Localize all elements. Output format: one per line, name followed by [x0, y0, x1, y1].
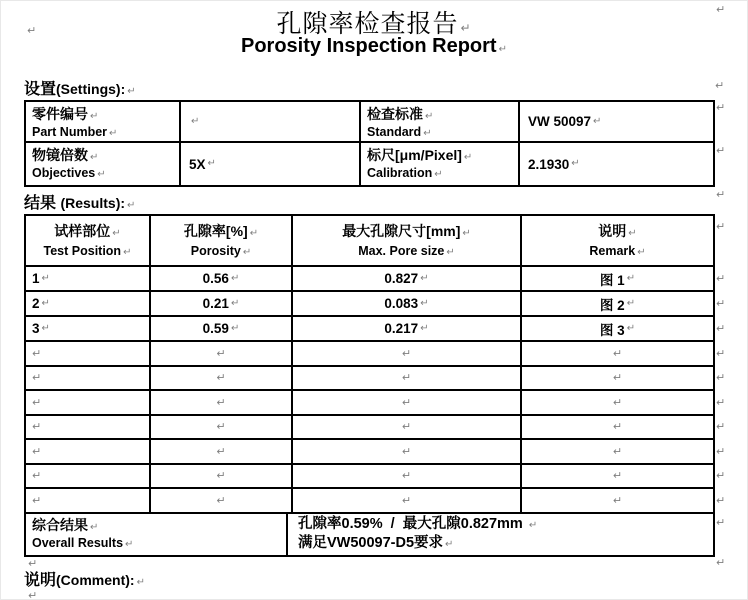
comment-heading-en: (Comment): [56, 572, 135, 588]
header-test-position [26, 216, 151, 267]
empty-row-cell [26, 342, 151, 367]
paragraph-mark: ↵ [136, 577, 145, 588]
paragraph-mark: ↵ [28, 589, 38, 600]
overall-line2-text: 满足VW50097-D5要求 [298, 534, 444, 551]
calibration-value: 2.1930 [528, 156, 570, 172]
paragraph-mark: ↵ [716, 420, 726, 433]
standard-label-zh [367, 105, 518, 124]
row1-position: 1 [32, 271, 40, 286]
row1-position-cell [26, 267, 151, 292]
paragraph-mark: ↵ [446, 247, 455, 258]
overall-results-row [26, 514, 713, 555]
paragraph-mark: ↵ [716, 396, 726, 409]
objectives-label-zh [32, 146, 179, 165]
paragraph-mark: ↵ [445, 538, 454, 550]
part-number-value-cell [181, 102, 361, 143]
paragraph-mark: ↵ [462, 228, 471, 239]
paragraph-mark: ↵ [90, 521, 99, 533]
paragraph-mark: ↵ [97, 169, 106, 180]
row3-pore-size: 0.217 [384, 321, 419, 336]
paragraph-mark: ↵ [716, 188, 726, 201]
paragraph-mark: ↵ [41, 297, 50, 309]
paragraph-mark: ↵ [612, 469, 623, 483]
header-porosity-zh-text: 孔隙率[%] [183, 223, 248, 239]
objectives-label-en [32, 165, 179, 182]
empty-row-cell [522, 465, 713, 490]
paragraph-mark: ↵ [230, 272, 240, 284]
report-title-en [1, 35, 747, 58]
paragraph-mark: ↵ [32, 469, 42, 483]
standard-en-text: Standard [367, 125, 422, 139]
header-test-position-en [26, 243, 149, 260]
calibration-en-text: Calibration [367, 166, 433, 180]
paragraph-mark: ↵ [230, 297, 240, 309]
standard-label-cell [361, 102, 520, 143]
row3-remark: 图 3 [599, 322, 625, 338]
paragraph-mark: ↵ [420, 272, 429, 284]
paragraph-mark: ↵ [216, 469, 226, 483]
row3-position-cell [26, 317, 151, 342]
paragraph-mark: ↵ [401, 395, 412, 409]
paragraph-mark: ↵ [716, 144, 726, 157]
paragraph-mark: ↵ [612, 395, 623, 409]
paragraph-mark: ↵ [612, 493, 623, 507]
header-remark-en [522, 243, 713, 260]
paragraph-mark: ↵ [112, 228, 121, 239]
header-pore-size [293, 216, 522, 267]
paragraph-mark: ↵ [216, 420, 226, 434]
paragraph-mark: ↵ [716, 469, 726, 482]
paragraph-mark: ↵ [32, 444, 42, 458]
objectives-value: 5X [189, 156, 206, 172]
results-section-heading [24, 190, 135, 213]
row2-pore-size: 0.083 [384, 296, 419, 311]
paragraph-mark: ↵ [528, 519, 538, 531]
objectives-value-cell [181, 143, 361, 185]
row1-remark-cell [522, 267, 713, 292]
paragraph-mark: ↵ [127, 86, 136, 97]
paragraph-mark: ↵ [626, 297, 636, 309]
comment-heading-zh: 说明 [24, 572, 57, 589]
report-title-en-text: Porosity Inspection Report [241, 35, 497, 57]
paragraph-mark: ↵ [626, 272, 636, 284]
empty-row-cell [522, 391, 713, 416]
header-remark-en-text: Remark [589, 244, 636, 258]
paragraph-mark: ↵ [216, 395, 226, 409]
empty-row-cell [522, 440, 713, 465]
row3-remark-cell [522, 317, 713, 342]
empty-row-cell [151, 416, 293, 441]
paragraph-mark: ↵ [216, 371, 226, 385]
standard-zh-text: 检查标准 [367, 106, 423, 122]
overall-results-line2 [298, 534, 713, 553]
paragraph-mark: ↵ [716, 516, 726, 529]
objectives-en-text: Objectives [32, 166, 96, 180]
paragraph-mark: ↵ [637, 247, 646, 258]
settings-heading-en: (Settings): [56, 81, 126, 97]
paragraph-mark: ↵ [32, 493, 42, 507]
paragraph-mark: ↵ [423, 128, 432, 139]
overall-results-label-en [32, 535, 286, 552]
paragraph-mark: ↵ [401, 493, 412, 507]
report-title-zh-text: 孔隙率检查报告 [276, 9, 459, 38]
paragraph-mark: ↵ [628, 228, 637, 239]
row2-porosity: 0.21 [202, 296, 229, 311]
part-number-label-zh [32, 105, 179, 124]
empty-row-cell [522, 416, 713, 441]
overall-line1-text: 孔隙率0.59% / 最大孔隙0.827mm [298, 515, 527, 532]
paragraph-mark: ↵ [612, 346, 623, 360]
paragraph-mark: ↵ [716, 3, 726, 16]
calibration-value-cell [520, 143, 713, 185]
paragraph-mark: ↵ [716, 556, 726, 569]
part-number-label-cell [26, 102, 181, 143]
empty-row-cell [293, 391, 522, 416]
row3-porosity-cell [151, 317, 293, 342]
paragraph-mark: ↵ [41, 322, 50, 334]
header-porosity-zh [151, 219, 291, 243]
settings-section-heading [24, 76, 136, 99]
calibration-zh-text: 标尺[μm/Pixel] [367, 147, 462, 163]
row1-remark: 图 1 [599, 272, 625, 288]
paragraph-mark: ↵ [401, 346, 412, 360]
paragraph-mark: ↵ [32, 371, 42, 385]
header-porosity-en-text: Porosity [190, 244, 241, 258]
row2-position: 2 [32, 296, 40, 311]
paragraph-mark: ↵ [463, 152, 473, 163]
results-heading-en: (Results): [60, 195, 126, 211]
paragraph-mark: ↵ [425, 111, 434, 122]
empty-row-cell [522, 489, 713, 514]
overall-results-line1 [298, 515, 713, 534]
paragraph-mark: ↵ [401, 469, 412, 483]
empty-row-cell [26, 489, 151, 514]
header-pore-size-zh [293, 219, 520, 243]
objectives-zh-text: 物镜倍数 [32, 147, 88, 163]
paragraph-mark: ↵ [125, 538, 134, 550]
row1-pore-size: 0.827 [384, 271, 419, 286]
header-porosity-en [151, 243, 291, 260]
paragraph-mark: ↵ [571, 158, 580, 169]
row3-position: 3 [32, 321, 40, 336]
paragraph-mark: ↵ [242, 247, 252, 258]
paragraph-mark: ↵ [90, 152, 99, 163]
empty-row-cell [293, 367, 522, 392]
paragraph-mark: ↵ [715, 79, 725, 92]
empty-row-cell [293, 489, 522, 514]
paragraph-mark: ↵ [28, 557, 38, 570]
empty-row-cell [293, 416, 522, 441]
paragraph-mark: ↵ [420, 297, 429, 309]
empty-row-cell [151, 489, 293, 514]
standard-value: VW 50097 [528, 114, 592, 129]
paragraph-mark: ↵ [32, 420, 42, 434]
empty-row-cell [151, 465, 293, 490]
empty-row-cell [151, 391, 293, 416]
part-number-en-text: Part Number [32, 125, 108, 139]
header-pore-size-en-text: Max. Pore size [358, 244, 445, 258]
paragraph-mark: ↵ [716, 445, 726, 458]
paragraph-mark: ↵ [216, 346, 226, 360]
empty-row-cell [26, 440, 151, 465]
part-number-zh-text: 零件编号 [32, 106, 88, 122]
paragraph-mark: ↵ [716, 297, 726, 310]
row3-porosity: 0.59 [202, 321, 229, 336]
paragraph-mark: ↵ [612, 444, 623, 458]
empty-row-cell [151, 342, 293, 367]
paragraph-mark: ↵ [498, 44, 507, 55]
paragraph-mark: ↵ [401, 420, 412, 434]
header-porosity [151, 216, 293, 267]
overall-results-value-cell [288, 514, 713, 555]
paragraph-mark: ↵ [216, 493, 226, 507]
paragraph-mark: ↵ [123, 247, 132, 258]
empty-row-cell [151, 367, 293, 392]
paragraph-mark: ↵ [32, 346, 42, 360]
header-remark-zh [522, 219, 713, 243]
header-position-en-text: Test Position [43, 244, 122, 258]
empty-row-cell [26, 465, 151, 490]
paragraph-mark: ↵ [716, 220, 726, 233]
paragraph-mark: ↵ [191, 115, 200, 127]
calibration-label-en [367, 165, 518, 182]
paragraph-mark: ↵ [207, 158, 216, 169]
paragraph-mark: ↵ [716, 272, 726, 285]
empty-row-cell [522, 367, 713, 392]
header-pore-size-en [293, 243, 520, 260]
empty-row-cell [26, 391, 151, 416]
row2-pore-size-cell [293, 292, 522, 317]
paragraph-mark: ↵ [612, 420, 623, 434]
paragraph-mark: ↵ [716, 101, 726, 114]
paragraph-mark: ↵ [32, 395, 42, 409]
row3-pore-size-cell [293, 317, 522, 342]
paragraph-mark: ↵ [626, 322, 636, 334]
paragraph-mark: ↵ [593, 115, 602, 127]
paragraph-mark: ↵ [420, 322, 429, 334]
row1-pore-size-cell [293, 267, 522, 292]
paragraph-mark: ↵ [612, 371, 623, 385]
paragraph-mark: ↵ [127, 200, 136, 211]
paragraph-mark: ↵ [90, 111, 99, 122]
paragraph-mark: ↵ [716, 494, 726, 507]
paragraph-mark: ↵ [401, 444, 412, 458]
empty-row-cell [293, 465, 522, 490]
paragraph-mark: ↵ [716, 347, 726, 360]
empty-row-cell [151, 440, 293, 465]
settings-table [24, 100, 715, 187]
row2-remark-cell [522, 292, 713, 317]
results-grid [26, 216, 713, 514]
paragraph-mark: ↵ [41, 272, 50, 284]
paragraph-mark: ↵ [434, 169, 443, 180]
standard-value-cell [520, 102, 713, 143]
row2-position-cell [26, 292, 151, 317]
empty-row-cell [26, 367, 151, 392]
header-remark-zh-text: 说明 [598, 223, 627, 239]
calibration-label-cell [361, 143, 520, 185]
objectives-label-cell [26, 143, 181, 185]
paragraph-mark: ↵ [27, 24, 37, 37]
overall-zh-text: 综合结果 [32, 516, 88, 533]
overall-results-label-zh [32, 516, 286, 535]
overall-en-text: Overall Results [32, 535, 124, 550]
results-heading-zh: 结果 [24, 195, 61, 212]
empty-row-cell [26, 416, 151, 441]
header-position-zh-text: 试样部位 [54, 223, 111, 239]
paragraph-mark: ↵ [716, 322, 726, 335]
settings-heading-zh: 设置 [24, 81, 57, 98]
row2-remark: 图 2 [599, 297, 625, 313]
empty-row-cell [522, 342, 713, 367]
comment-section-heading [24, 567, 145, 590]
paragraph-mark: ↵ [716, 371, 726, 384]
empty-row-cell [293, 342, 522, 367]
standard-label-en [367, 124, 518, 141]
header-remark [522, 216, 713, 267]
overall-results-label-cell [26, 514, 288, 555]
calibration-label-zh [367, 146, 518, 165]
row1-porosity-cell [151, 267, 293, 292]
row1-porosity: 0.56 [202, 271, 229, 286]
paragraph-mark: ↵ [249, 228, 259, 239]
paragraph-mark: ↵ [109, 128, 118, 139]
header-test-position-zh [26, 219, 149, 243]
paragraph-mark: ↵ [216, 444, 226, 458]
empty-row-cell [293, 440, 522, 465]
paragraph-mark: ↵ [401, 371, 412, 385]
paragraph-mark: ↵ [460, 21, 472, 35]
paragraph-mark: ↵ [230, 322, 240, 334]
row2-porosity-cell [151, 292, 293, 317]
results-table [24, 214, 715, 557]
header-pore-size-zh-text: 最大孔隙尺寸[mm] [342, 223, 461, 239]
part-number-label-en [32, 124, 179, 141]
